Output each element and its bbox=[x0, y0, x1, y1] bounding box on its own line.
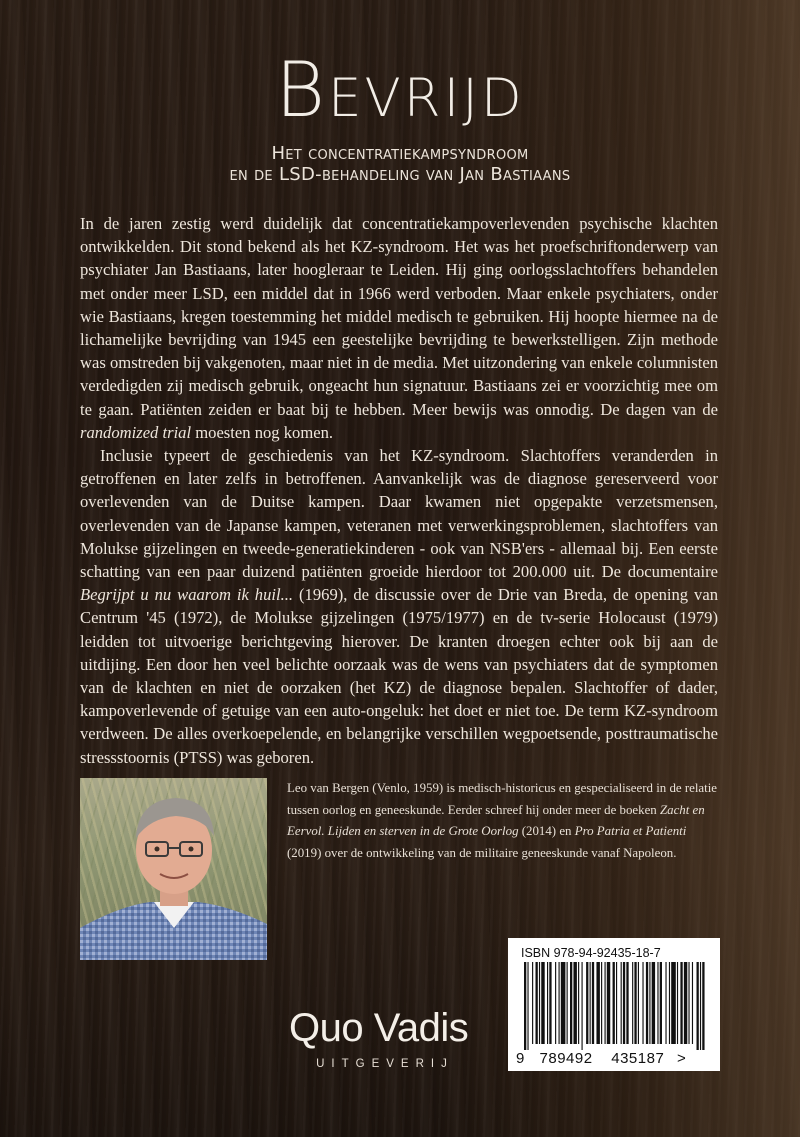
bio-text-c: (2019) over de ontwikkeling van de militaire geneeskunde vanaf Napoleon. bbox=[287, 845, 677, 860]
barcode-digits bbox=[516, 1050, 716, 1067]
isbn-barcode bbox=[508, 938, 720, 1071]
blurb-p2-text-b: (1969), de discussie over de Drie van Breda, de opening van Centrum '45 (1972), de Molukse gijzelingen (1975/1977) en de tv-serie Holocaust (1979) leidden tot uitvoerige berichtgeving hierover. De kranten droegen echter ook bij aan de uitdijing. Een door hen veel belichte oorzaak was de wens van psychiaters dat de symptomen van de klachten en niet de oorzaken (het KZ) de diagnose bepalen. Slachtoffer of dader, kampoverlevende of getuige van een auto-ongeluk: het doet er niet toe. De term KZ-syndroom verdween. De alles overkoepelende, en belangrijke verschillen wegpoetsende, posttraumatische stressstoornis (PTSS) was geboren. bbox=[80, 585, 718, 767]
blurb-p2-italic: Begrijpt u nu waarom ik huil... bbox=[80, 585, 294, 605]
blurb-text bbox=[80, 212, 718, 769]
book-subtitle-line-2: en de LSD-behandeling van Jan Bastiaans bbox=[229, 164, 571, 185]
blurb-paragraph-1 bbox=[80, 212, 718, 444]
bio-text-a: Leo van Bergen (Venlo, 1959) is medisch-historicus en gespecialiseerd in de relatie tussen oorlog en geneeskunde. Eerder schreef hij onder meer de boeken bbox=[287, 781, 718, 817]
barcode-bars bbox=[518, 962, 710, 1050]
blurb-p1-text-b: moesten nog komen. bbox=[191, 422, 334, 442]
author-bio-paragraph bbox=[287, 778, 723, 864]
bio-book-title-2: Pro Patria et Patienti bbox=[574, 824, 687, 839]
barcode-digits-right: 435187 bbox=[611, 1050, 665, 1067]
author-portrait-illustration bbox=[80, 778, 267, 960]
bio-text-b: (2014) en bbox=[518, 824, 575, 839]
isbn-label: ISBN 978-94-92435-18-7 bbox=[521, 946, 661, 960]
author-bio bbox=[287, 778, 723, 864]
blurb-p1-italic: randomized trial bbox=[80, 422, 192, 442]
barcode-digit-end: > bbox=[676, 1050, 687, 1067]
book-title: Bevrijd bbox=[275, 45, 525, 134]
publisher-subtitle: UITGEVERIJ bbox=[316, 1058, 454, 1070]
book-subtitle-line-1: Het concentratiekampsyndroom bbox=[271, 143, 529, 164]
barcode-digits-left: 789492 bbox=[539, 1050, 593, 1067]
author-photo bbox=[80, 778, 267, 960]
blurb-p2-text-a: Inclusie typeert de geschiedenis van het KZ-syndroom. Slachtoffers veranderden in getroffenen en later zelfs in betroffenen. Aanvankelijk was de diagnose gereserveerd voor overlevenden van de Duitse kampen. Daar kwamen niet opgepakte verzetsmensen, overlevenden van de Japanse kampen, veteranen met verwerkingsproblemen, slachtoffers van Molukse gijzelingen en tweede-generatiekinderen - ook van NSB'ers - allemaal bij. Een eerste schatting van een paar duizend patiënten groeide hierdoor tot 200.000 uit. De documentaire bbox=[80, 446, 718, 582]
publisher-logo: Quo Vadis bbox=[289, 1006, 469, 1050]
blurb-paragraph-2 bbox=[80, 444, 718, 769]
barcode-digit-first: 9 bbox=[516, 1050, 525, 1067]
bio-book-title-1: Zacht en Eervol. Lijden en sterven in de Grote Oorlog bbox=[287, 802, 705, 839]
blurb-p1-text-a: In de jaren zestig werd duidelijk dat concentratiekampoverlevenden psychische klachten ontwikkelden. Dit stond bekend als het KZ-syndroom. Het was het proefschriftonderwerp van psychiater Jan Bastiaans, later hoogleraar te Leiden. Hij ging oorlogsslachtoffers behandelen met onder meer LSD, een middel dat in 1966 werd verboden. Maar enkele psychiaters, onder wie Bastiaans, kregen toestemming het middel medisch te gebruiken. Hij hoopte hiermee na de lichamelijke bevrijding van 1945 een geestelijke bevrijding te bewerkstelligen. Zijn methode was omstreden bij vakgenoten, maar niet in de media. Met uitzondering van enkele columnisten verdedigden zij medisch gebruik, ongeacht hun signatuur. Bastiaans zei er voorzichtig mee om te gaan. Patiënten zeiden er baat bij te hebben. Meer bewijs was onnodig. De dagen van de bbox=[80, 214, 718, 419]
